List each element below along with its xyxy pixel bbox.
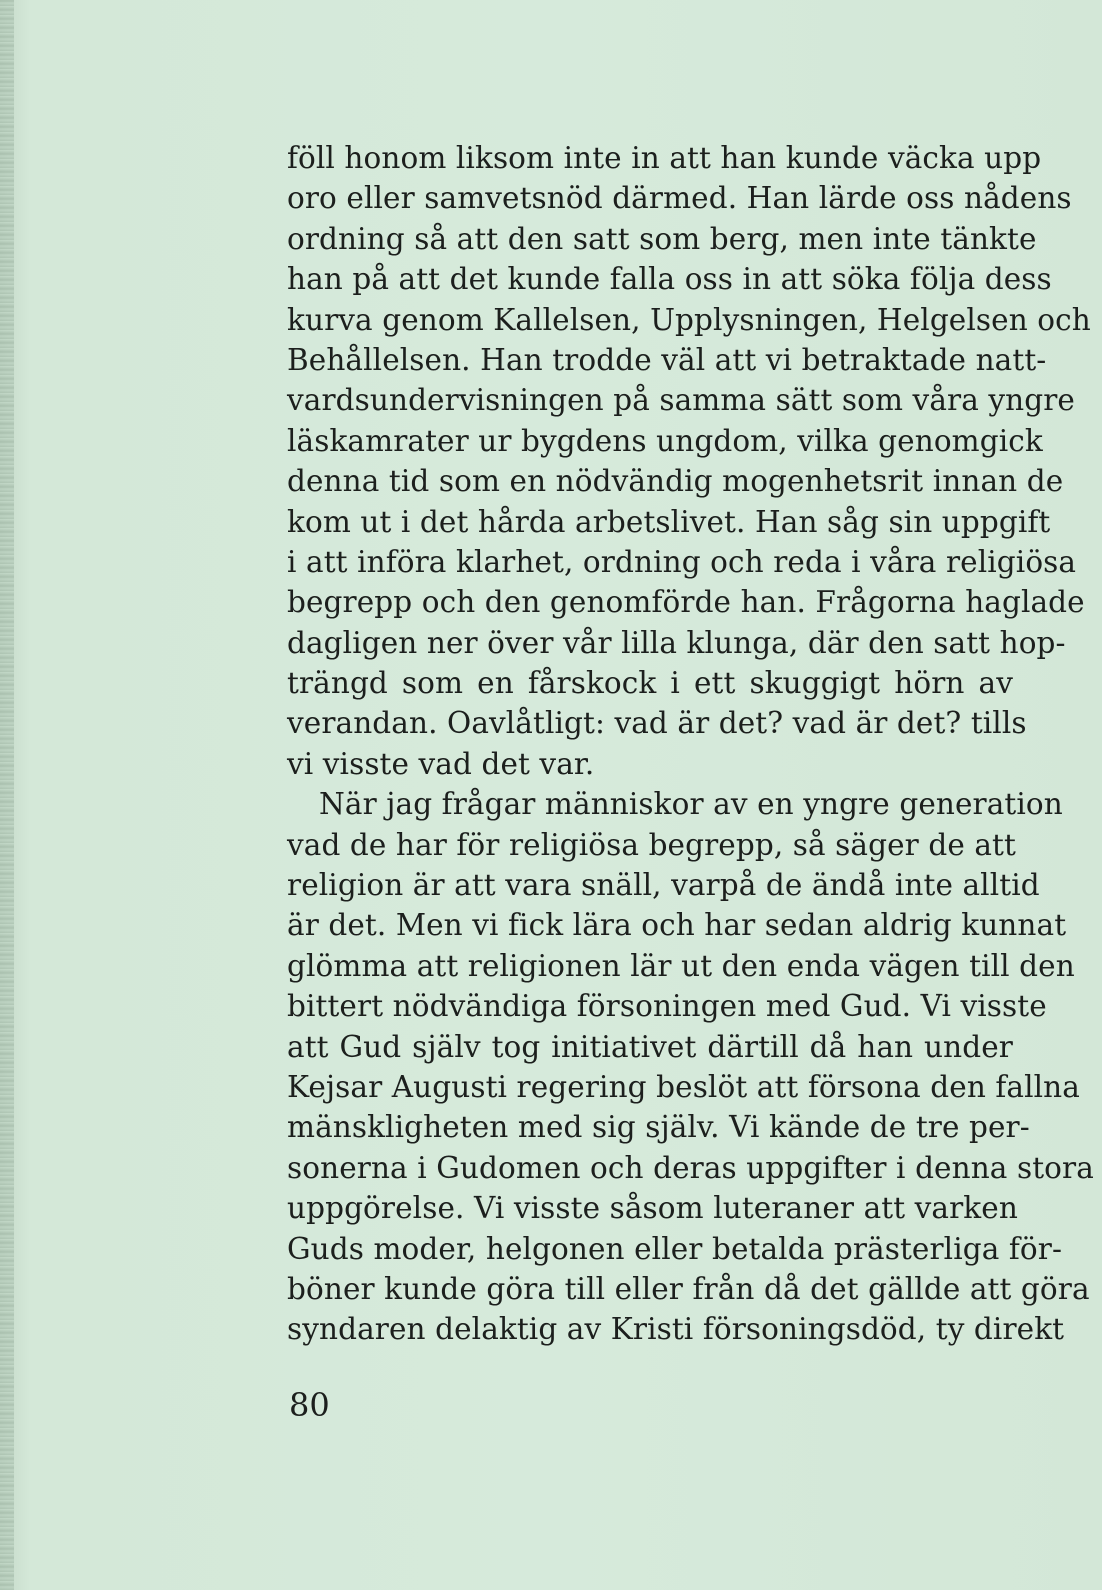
text-line: sonerna i Gudomen och deras uppgifter i denna stora [287,1150,1094,1185]
text-line: syndaren delaktig av Kristi försoningsdöd, ty direkt [287,1312,1065,1347]
text-line: bittert nödvändiga försoningen med Gud. Vi visste [287,989,1047,1024]
paragraph-2 [287,784,1094,1349]
text-line: glömma att religionen lär ut den enda vägen till den [287,948,1075,983]
text-line: vad de har för religiösa begrepp, så säger de att [287,827,1016,862]
text-line: verandan. Oavlåtligt: vad är det? vad är det? tills [287,706,1027,741]
text-line: Guds moder, helgonen eller betalda prästerliga för- [287,1231,1063,1266]
text-line: När jag frågar människor av en yngre generation [319,787,1063,822]
text-line: kurva genom Kallelsen, Upplysningen, Helgelsen och [287,302,1091,337]
text-line: vi visste vad det var. [287,746,595,781]
text-line: ordning så att den satt som berg, men inte tänkte [287,221,1037,256]
text-line: mänskligheten med sig själv. Vi kände de tre per- [287,1110,1030,1145]
text-line: Behållelsen. Han trodde väl att vi betraktade natt- [287,342,1047,377]
page-edge [0,0,14,1590]
paragraph-1 [287,138,1091,784]
text-line: i att införa klarhet, ordning och reda i våra religiösa [287,544,1077,579]
text-line: Kejsar Augusti regering beslöt att försona den fallna [287,1069,1080,1104]
text-line: dagligen ner över vår lilla klunga, där den satt hop- [287,625,1066,660]
text-line: att Gud själv tog initiativet därtill då han under [287,1029,1013,1064]
text-line: begrepp och den genomförde han. Frågorna haglade [287,585,1085,620]
text-line: uppgörelse. Vi visste såsom luteraner att varken [287,1191,1018,1226]
text-line: är det. Men vi fick lära och har sedan aldrig kunnat [287,908,1067,943]
text-line: kom ut i det hårda arbetslivet. Han såg sin uppgift [287,504,1051,539]
text-line: han på att det kunde falla oss in att söka följa dess [287,262,1052,297]
text-line: trängd som en fårskock i ett skuggigt hörn av [287,666,1013,701]
text-line: denna tid som en nödvändig mogenhetsrit innan de [287,464,1064,499]
page-number: 80 [289,1386,330,1424]
text-line: läskamrater ur bygdens ungdom, vilka genomgick [287,423,1043,458]
text-line: böner kunde göra till eller från då det gällde att göra [287,1271,1090,1306]
text-line: oro eller samvetsnöd därmed. Han lärde oss nådens [287,181,1072,216]
text-line: föll honom liksom inte in att han kunde väcka upp [287,141,1042,175]
body-text [287,138,1094,1350]
text-line: religion är att vara snäll, varpå de ändå inte alltid [287,868,1040,903]
text-line: vardsundervisningen på samma sätt som våra yngre [287,383,1075,418]
